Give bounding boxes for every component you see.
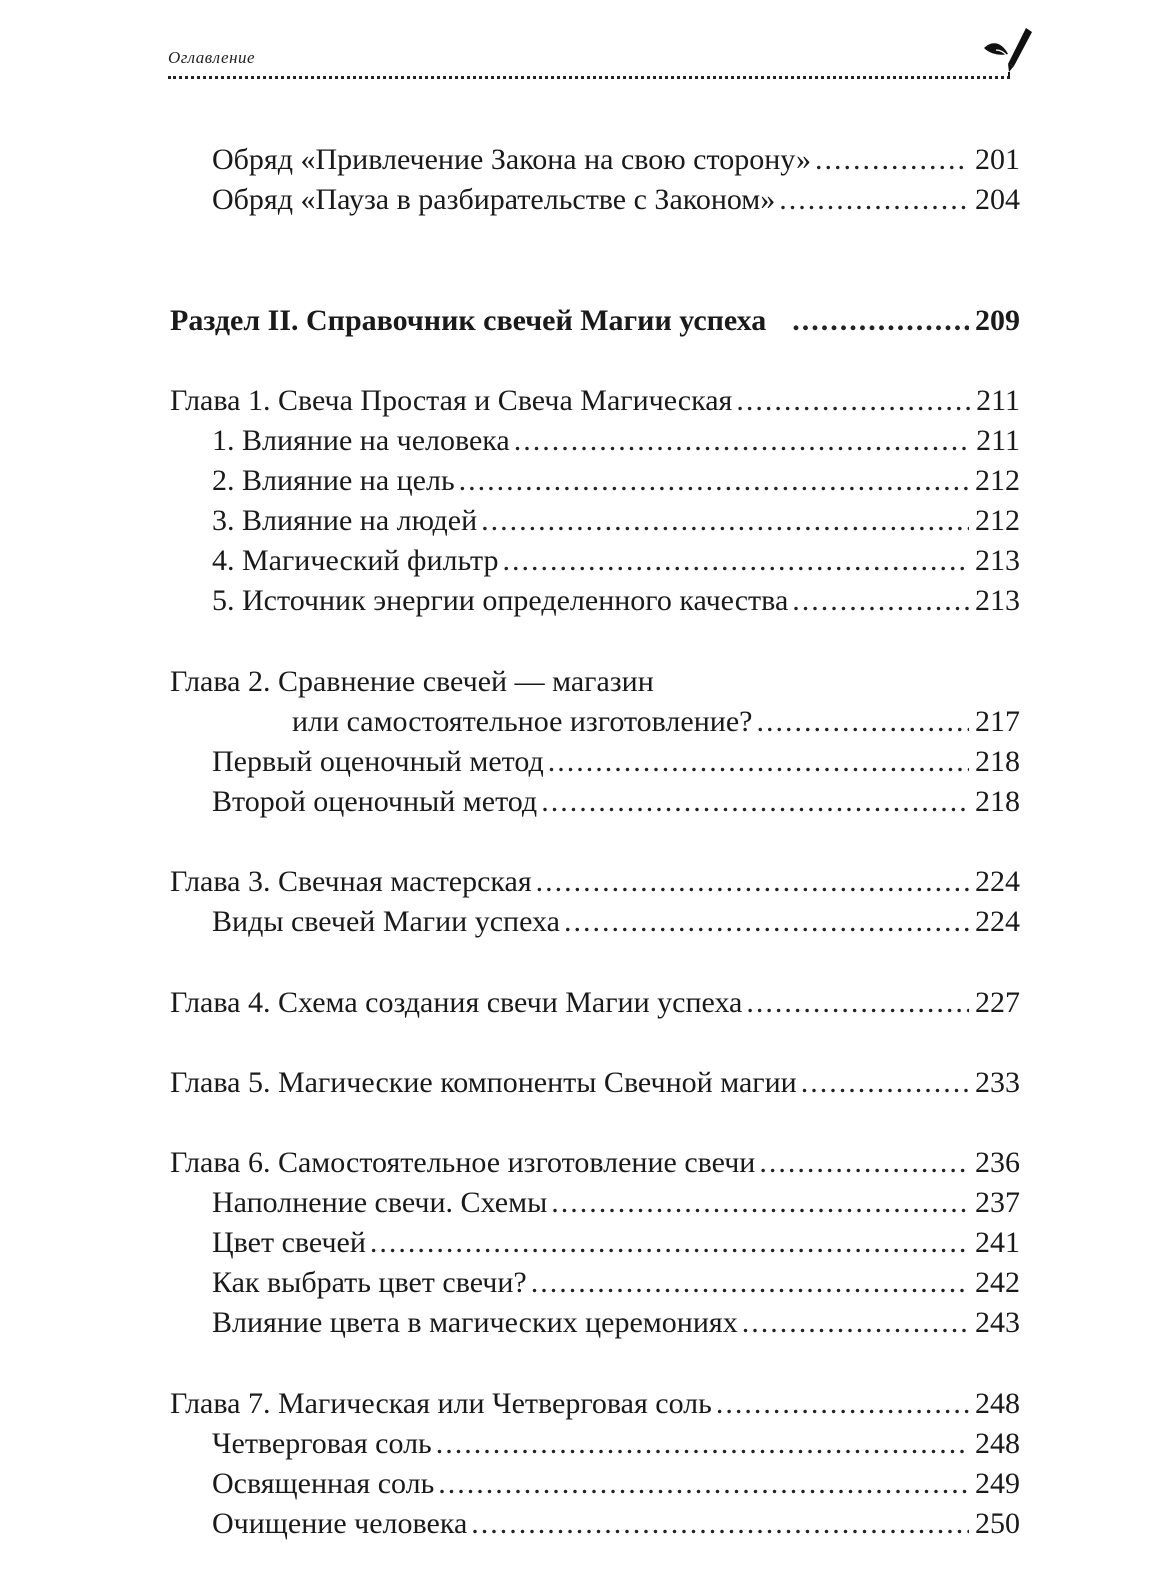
toc-entry (170, 140, 1020, 180)
toc-entry (170, 180, 1020, 220)
dot-leader (536, 862, 969, 902)
toc-entry-title: Раздел II. Справочник свечей Магии успеха (170, 304, 767, 337)
toc-entry (170, 902, 1020, 942)
dot-leader (481, 501, 969, 541)
toc-entry (170, 541, 1020, 581)
toc-entry (170, 461, 1020, 501)
dot-leader (801, 1063, 969, 1103)
header-dotted-rule (168, 76, 1010, 79)
toc-chapter-entry (170, 862, 1020, 902)
header-title: Оглавление (168, 48, 256, 67)
toc-entry-title: 3. Влияние на людей (212, 504, 478, 537)
toc-page-number: 224 (975, 865, 1020, 898)
toc-chapter-entry (170, 1063, 1020, 1103)
toc-page-number: 204 (975, 183, 1020, 216)
toc-entry-title: Глава 2. Сравнение свечей — магазин (170, 665, 654, 698)
toc-chapter-entry (170, 1143, 1020, 1183)
toc-entry-title: Обряд «Пауза в разбирательстве с Законом» (212, 183, 776, 216)
dot-leader (742, 1303, 969, 1343)
toc-page-number: 227 (975, 986, 1020, 1019)
dot-leader (370, 1223, 969, 1263)
toc-entry (170, 1263, 1020, 1303)
toc-page-number: 248 (975, 1427, 1020, 1460)
toc-page-number: 237 (975, 1186, 1020, 1219)
dot-leader (548, 742, 969, 782)
toc-entry-title: Очищение человека (212, 1507, 468, 1540)
toc-entry (170, 1183, 1020, 1223)
toc-page-number: 211 (976, 424, 1020, 457)
toc-entry-title: Глава 1. Свеча Простая и Свеча Магическая (170, 384, 733, 417)
toc-chapter-entry (170, 1384, 1020, 1424)
toc-entry-title: Как выбрать цвет свечи? (212, 1266, 527, 1299)
toc-entry-title: Освященная соль (212, 1467, 435, 1500)
toc-page-number: 241 (975, 1226, 1020, 1259)
toc-entry-title: Второй оценочный метод (212, 785, 538, 818)
toc-entry-title: Обряд «Привлечение Закона на свою сторону» (212, 143, 812, 176)
toc-page-number: 250 (975, 1507, 1020, 1540)
toc-entry-title: Глава 3. Свечная мастерская (170, 865, 532, 898)
toc-page-number: 242 (975, 1266, 1020, 1299)
dot-leader (759, 1143, 969, 1183)
toc-page-number: 209 (975, 304, 1020, 337)
dot-leader (779, 180, 969, 220)
toc-entry (170, 1303, 1020, 1343)
toc-page-number: 248 (975, 1387, 1020, 1420)
toc-entry (170, 581, 1020, 621)
dot-leader (792, 581, 969, 621)
toc-entry-title: 5. Источник энергии определенного качества (212, 584, 789, 617)
running-header (168, 44, 1010, 84)
toc-entry (170, 501, 1020, 541)
toc-entry-title: Первый оценочный метод (212, 745, 544, 778)
dot-leader (551, 1183, 969, 1223)
toc-entry-title: 2. Влияние на цель (212, 464, 455, 497)
dot-leader (459, 461, 969, 501)
dot-leader (438, 1464, 969, 1504)
toc-page-number: 233 (975, 1066, 1020, 1099)
toc-page-number: 243 (975, 1306, 1020, 1339)
toc-entry-title: 1. Влияние на человека (212, 424, 510, 457)
dot-leader (541, 782, 969, 822)
toc-page-number: 236 (975, 1146, 1020, 1179)
toc-page-number: 201 (975, 143, 1020, 176)
toc-entry (170, 1424, 1020, 1464)
dot-leader (502, 541, 969, 581)
toc-chapter-entry (170, 983, 1020, 1023)
toc-entry-title: Глава 7. Магическая или Четверговая соль (170, 1387, 712, 1420)
toc-entry-title: Четверговая соль (212, 1427, 432, 1460)
toc-section-entry (170, 301, 1020, 341)
toc-chapter-entry (170, 381, 1020, 421)
toc-entry (170, 1464, 1020, 1504)
toc-page-number: 217 (975, 705, 1020, 738)
toc-page-number: 213 (975, 584, 1020, 617)
toc-entry (170, 1504, 1020, 1544)
toc-page-number: 212 (975, 464, 1020, 497)
toc-entry-title: Цвет свечей (212, 1226, 366, 1259)
toc-entry-continuation (170, 702, 1020, 742)
dot-leader (756, 702, 969, 742)
toc-page-number: 249 (975, 1467, 1020, 1500)
toc-entry (170, 1223, 1020, 1263)
quill-pen-icon (978, 20, 1034, 76)
dot-leader (792, 301, 969, 341)
toc-entry-title: Глава 5. Магические компоненты Свечной магии (170, 1066, 797, 1099)
toc-entry (170, 421, 1020, 461)
toc-entry-title: 4. Магический фильтр (212, 544, 499, 577)
toc-entry-title: Влияние цвета в магических церемониях (212, 1306, 738, 1339)
toc-entry (170, 782, 1020, 822)
toc-entry-title: Виды свечей Магии успеха (212, 905, 560, 938)
toc-chapter-entry (170, 662, 1020, 702)
toc-page-number: 213 (975, 544, 1020, 577)
dot-leader (564, 902, 969, 942)
toc-page-number: 218 (975, 745, 1020, 778)
toc-entry-title: или самостоятельное изготовление? (292, 705, 753, 738)
dot-leader (436, 1424, 969, 1464)
toc-entry-title: Глава 6. Самостоятельное изготовление свечи (170, 1146, 756, 1179)
dot-leader (471, 1504, 969, 1544)
dot-leader (736, 381, 970, 421)
toc-page-number: 218 (975, 785, 1020, 818)
dot-leader (815, 140, 969, 180)
toc-page-number: 212 (975, 504, 1020, 537)
dot-leader (716, 1384, 969, 1424)
toc-entry-title: Глава 4. Схема создания свечи Магии успеха (170, 986, 743, 1019)
dot-leader (746, 983, 969, 1023)
dot-leader (531, 1263, 969, 1303)
toc-entry (170, 742, 1020, 782)
toc-entry-title: Наполнение свечи. Схемы (212, 1186, 548, 1219)
toc-page-number: 211 (976, 384, 1020, 417)
dot-leader (514, 421, 970, 461)
toc-page-number: 224 (975, 905, 1020, 938)
